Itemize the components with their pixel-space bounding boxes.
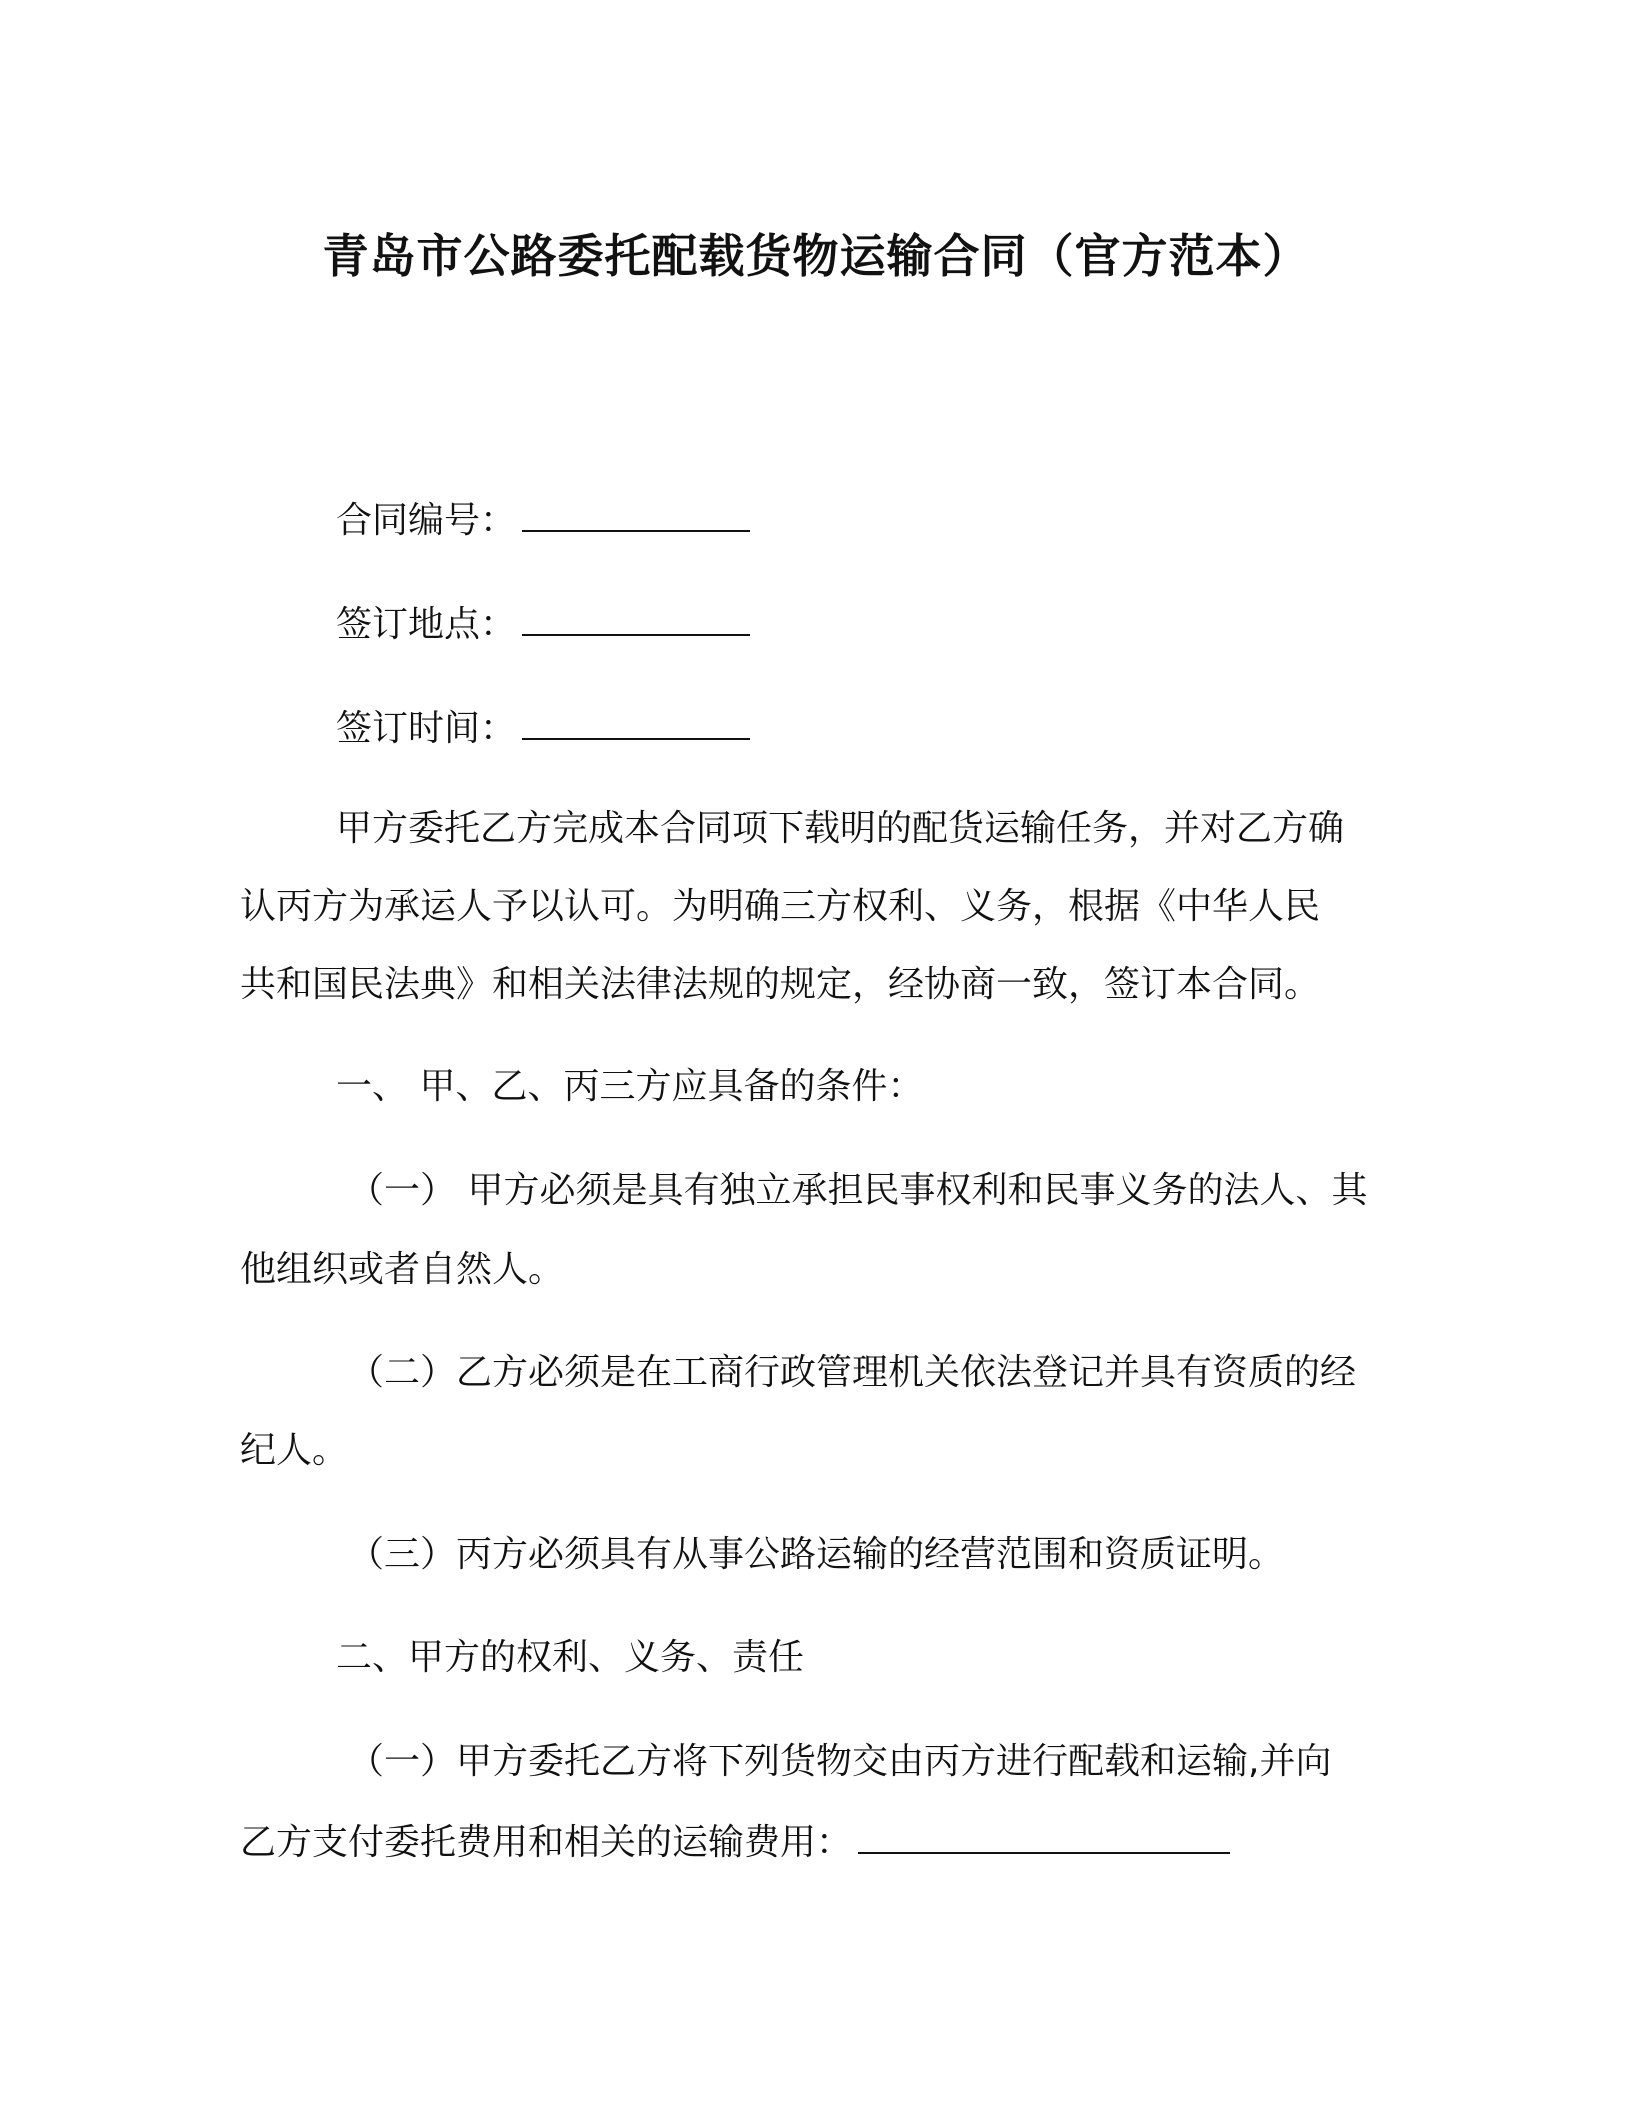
intro-line-3: 共和国民法典》和相关法律法规的规定，经协商一致，签订本合同。 xyxy=(240,964,1321,1005)
sign-time-blank xyxy=(522,704,750,740)
sign-place-row xyxy=(336,600,750,647)
section-2-item-1-line-2 xyxy=(240,1818,1230,1865)
intro-line-2: 认丙方为承运人予以认可。为明确三方权利、义务，根据《中华人民 xyxy=(240,886,1321,927)
page-title: 青岛市公路委托配载货物运输合同（官方范本） xyxy=(322,229,1310,283)
section-2-item-1-line-1: （一）甲方委托乙方将下列货物交由丙方进行配载和运输,并向 xyxy=(348,1741,1332,1782)
section-1-item-2-line-2: 纪人。 xyxy=(240,1430,349,1471)
sign-place-blank xyxy=(522,600,750,636)
section-1-item-2-line-1: （二）乙方必须是在工商行政管理机关依法登记并具有资质的经 xyxy=(348,1352,1357,1393)
section-1-item-3: （三）丙方必须具有从事公路运输的经营范围和资质证明。 xyxy=(348,1534,1285,1575)
section-1-heading: 一、 甲、乙、丙三方应具备的条件： xyxy=(336,1066,924,1107)
section-2-item-1-line-2-text: 乙方支付委托费用和相关的运输费用： xyxy=(240,1822,853,1863)
contract-number-blank xyxy=(522,496,750,532)
intro-line-1: 甲方委托乙方完成本合同项下载明的配货运输任务，并对乙方确 xyxy=(336,808,1345,849)
contract-number-row xyxy=(336,496,750,543)
section-1-item-1-line-1: （一） 甲方必须是具有独立承担民事权利和民事义务的法人、其 xyxy=(348,1170,1368,1211)
transport-fee-blank xyxy=(858,1818,1230,1854)
sign-place-label: 签订地点： xyxy=(336,604,517,645)
section-2-heading: 二、甲方的权利、义务、责任 xyxy=(336,1637,805,1678)
contract-number-label: 合同编号： xyxy=(336,500,517,541)
sign-time-row xyxy=(336,704,750,751)
sign-time-label: 签订时间： xyxy=(336,708,517,749)
section-1-item-1-line-2: 他组织或者自然人。 xyxy=(240,1249,565,1290)
